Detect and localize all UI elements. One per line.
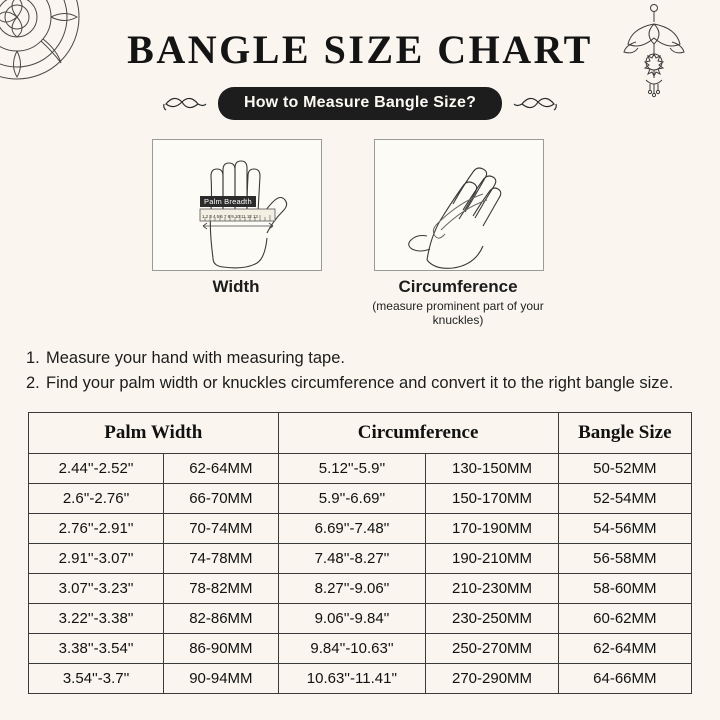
flourish-left-icon (162, 92, 208, 116)
cell-palm-mm: 86-90MM (164, 633, 278, 663)
cell-bangle-size: 56-58MM (558, 543, 691, 573)
svg-text:1 2 3 4 5 6 7 8 9 10 11 12 13: 1 2 3 4 5 6 7 8 9 10 11 12 13 (202, 214, 258, 219)
instruction-text: Find your palm width or knuckles circumference and convert it to the right bangle size. (46, 374, 674, 393)
cell-palm-mm: 90-94MM (164, 663, 278, 693)
cell-palm-mm: 70-74MM (164, 513, 278, 543)
instruction-number: 1. (26, 349, 40, 367)
cell-bangle-size: 54-56MM (558, 513, 691, 543)
table-row (29, 603, 692, 633)
cell-palm-mm: 74-78MM (164, 543, 278, 573)
cell-circ-inch: 5.9''-6.69'' (278, 483, 426, 513)
cell-circ-mm: 210-230MM (426, 573, 558, 603)
banner-row (0, 87, 720, 120)
table-header-row (29, 412, 692, 453)
cell-bangle-size: 60-62MM (558, 603, 691, 633)
cell-palm-mm: 66-70MM (164, 483, 278, 513)
cell-palm-inch: 2.76''-2.91'' (29, 513, 164, 543)
hand-circumference-illustration (375, 140, 543, 270)
cell-circ-mm: 270-290MM (426, 663, 558, 693)
cell-bangle-size: 50-52MM (558, 453, 691, 483)
table-row (29, 573, 692, 603)
table-row (29, 483, 692, 513)
cell-circ-inch: 8.27''-9.06'' (278, 573, 426, 603)
width-figure (152, 139, 322, 271)
palm-breadth-label: Palm Breadth (200, 196, 256, 207)
cell-circ-mm: 230-250MM (426, 603, 558, 633)
header-circumference: Circumference (278, 412, 558, 453)
cell-circ-mm: 170-190MM (426, 513, 558, 543)
cell-circ-inch: 6.69''-7.48'' (278, 513, 426, 543)
how-to-measure-banner: How to Measure Bangle Size? (218, 87, 502, 120)
cell-bangle-size: 64-66MM (558, 663, 691, 693)
cell-circ-inch: 5.12''-5.9'' (278, 453, 426, 483)
header-bangle-size: Bangle Size (558, 412, 691, 453)
cell-circ-inch: 9.06''-9.84'' (278, 603, 426, 633)
header-palm-width: Palm Width (29, 412, 279, 453)
instructions-list (26, 347, 694, 396)
flourish-right-icon (512, 92, 558, 116)
cell-palm-inch: 2.44''-2.52'' (29, 453, 164, 483)
measuring-tape (200, 209, 275, 221)
figures-row (0, 139, 720, 327)
cell-palm-inch: 3.38''-3.54'' (29, 633, 164, 663)
table-row (29, 453, 692, 483)
instruction-text: Measure your hand with measuring tape. (46, 349, 345, 367)
circumference-subcaption: (measure prominent part of your knuckles) (372, 299, 544, 327)
cell-bangle-size: 58-60MM (558, 573, 691, 603)
instruction-item (26, 372, 694, 395)
table-row (29, 633, 692, 663)
instruction-number: 2. (26, 374, 40, 393)
table-row (29, 663, 692, 693)
circumference-figure-block (374, 139, 568, 327)
cell-circ-mm: 250-270MM (426, 633, 558, 663)
cell-palm-inch: 3.07''-3.23'' (29, 573, 164, 603)
circumference-figure (374, 139, 544, 271)
width-caption: Width (212, 277, 260, 296)
cell-circ-inch: 9.84''-10.63'' (278, 633, 426, 663)
size-table (28, 412, 692, 694)
cell-bangle-size: 52-54MM (558, 483, 691, 513)
cell-circ-mm: 150-170MM (426, 483, 558, 513)
cell-bangle-size: 62-64MM (558, 633, 691, 663)
cell-palm-inch: 2.91''-3.07'' (29, 543, 164, 573)
tape-wrap (433, 194, 487, 238)
cell-palm-inch: 2.6''-2.76'' (29, 483, 164, 513)
cell-circ-inch: 10.63''-11.41'' (278, 663, 426, 693)
page-title: BANGLE SIZE CHART (127, 27, 593, 72)
width-figure-block (152, 139, 322, 327)
cell-palm-mm: 82-86MM (164, 603, 278, 633)
cell-palm-inch: 3.22''-3.38'' (29, 603, 164, 633)
cell-palm-mm: 62-64MM (164, 453, 278, 483)
instruction-item (26, 347, 694, 370)
cell-palm-mm: 78-82MM (164, 573, 278, 603)
table-row (29, 543, 692, 573)
cell-circ-inch: 7.48''-8.27'' (278, 543, 426, 573)
table-row (29, 513, 692, 543)
cell-circ-mm: 130-150MM (426, 453, 558, 483)
circumference-caption: Circumference (398, 277, 518, 296)
cell-circ-mm: 190-210MM (426, 543, 558, 573)
cell-palm-inch: 3.54''-3.7'' (29, 663, 164, 693)
